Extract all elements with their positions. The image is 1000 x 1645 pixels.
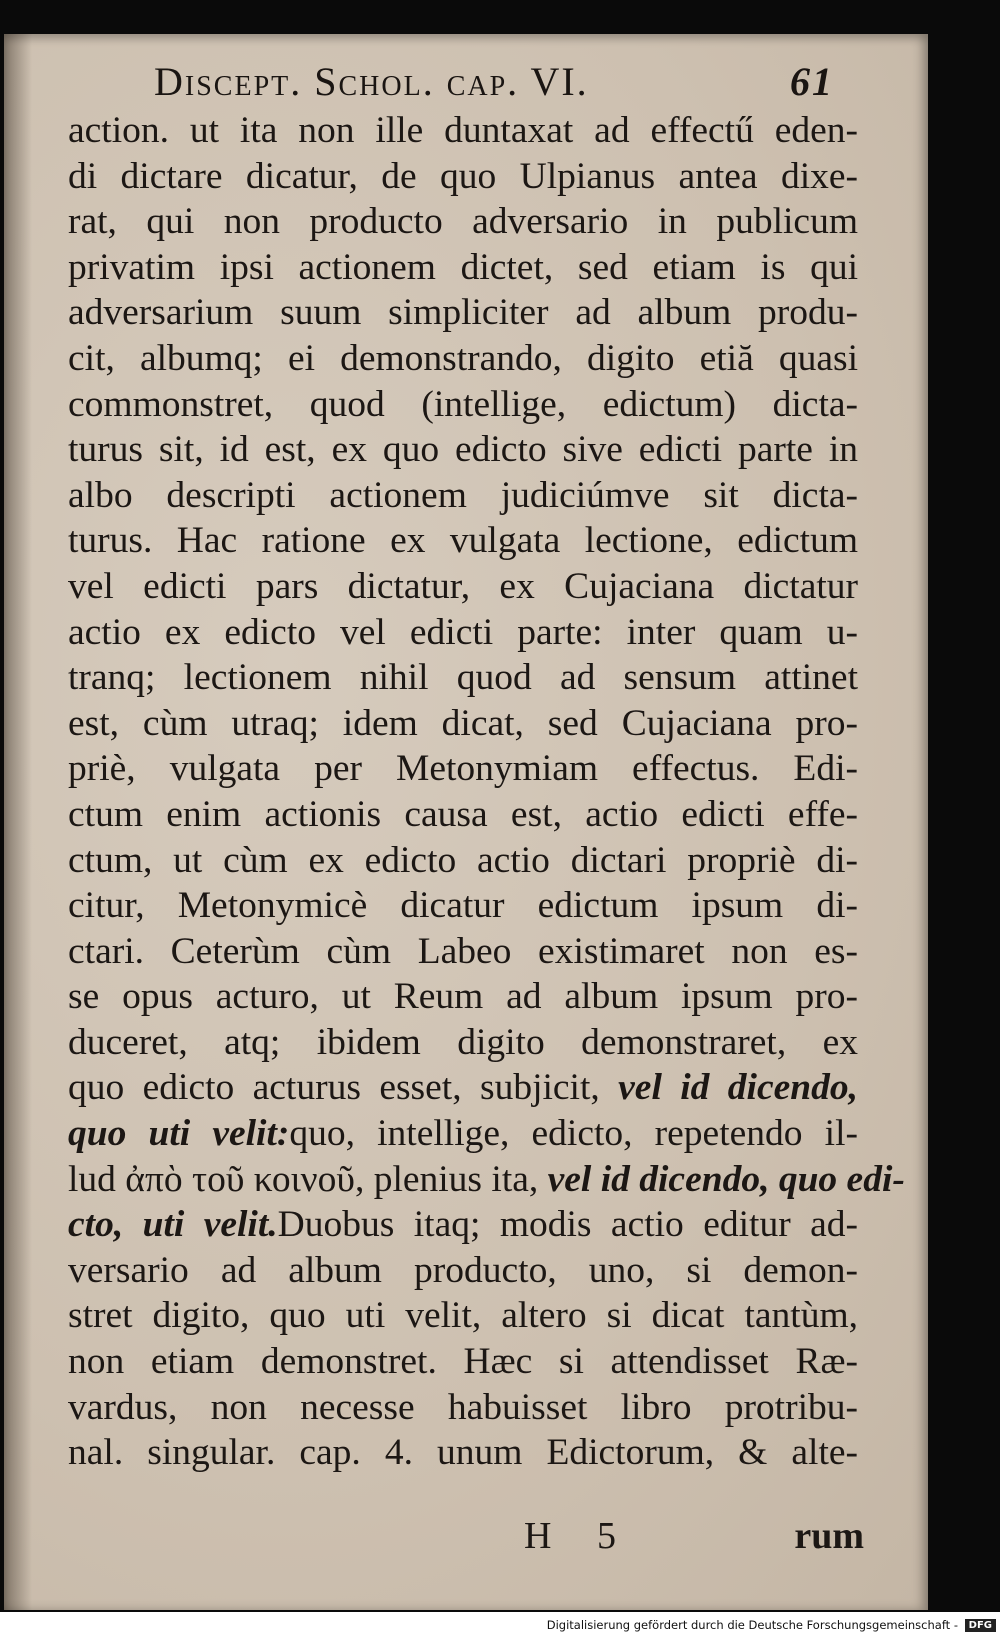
line-text: non etiam demonstret. Hæc si attendisset Ræ- (68, 1341, 858, 1383)
page-number: 61 (790, 59, 834, 104)
text-line (68, 518, 858, 564)
line-text: stret digito, quo uti velit, altero si dicat tantùm, (68, 1295, 858, 1337)
text-line (68, 382, 858, 428)
line-text: turus sit, id est, ex quo edicto sive edicti parte in (68, 429, 858, 471)
text-line (68, 610, 858, 656)
text-line (68, 336, 858, 382)
line-text: vardus, non necesse habuisset libro protribu- (68, 1386, 858, 1428)
signature-mark: H 5 (524, 1515, 634, 1557)
line-text: adversarium suum simpliciter ad album produ- (68, 292, 858, 334)
line-text: versario ad album producto, uno, si demon- (68, 1249, 858, 1291)
text-line (68, 1430, 858, 1476)
line-text: rat, qui non producto adversario in publicum (68, 201, 858, 243)
text-line (68, 1385, 858, 1431)
text-line (68, 199, 858, 245)
book-page (4, 34, 928, 1610)
text-line (68, 1248, 858, 1294)
text-line (68, 473, 858, 519)
text-line (68, 655, 858, 701)
text-line (68, 974, 858, 1020)
line-text: citur, Metonymicè dicatur edictum ipsum di- (68, 885, 858, 927)
line-text: cit, albumq; ei demonstrando, digito etiă quasi (68, 337, 858, 379)
footer-credit: Digitalisierung gefördert durch die Deutsche Forschungsgemeinschaft - (546, 1618, 958, 1632)
text-line (68, 1020, 858, 1066)
text-line (68, 746, 858, 792)
italic-quote: quo uti velit: (68, 1113, 290, 1155)
text-line (68, 1202, 858, 1248)
text-line (68, 838, 858, 884)
line-text: duceret, atq; ibidem digito demonstraret, ex (68, 1021, 858, 1063)
text-line (68, 564, 858, 610)
italic-quote: vel id dicendo, quo edi- (547, 1158, 905, 1200)
line-text: turus. Hac ratione ex vulgata lectione, edictum (68, 520, 858, 562)
line-text: quo, intellige, edicto, repetendo il- (289, 1113, 858, 1155)
text-line (68, 290, 858, 336)
line-text: lud ἀπὸ τοῦ κοινοῦ, plenius ita, (68, 1158, 548, 1200)
line-text: di dictare dicatur, de quo Ulpianus antea dixe- (68, 155, 858, 197)
line-text: est, cùm utraq; idem dicat, sed Cujaciana pro- (68, 702, 858, 744)
line-text: priè, vulgata per Metonymiam effectus. Edi- (68, 748, 858, 790)
gutter-shadow (4, 34, 32, 1610)
line-text: se opus acturo, ut Reum ad album ipsum pro- (68, 976, 858, 1018)
line-text: quo edicto acturus esset, subjicit, (68, 1067, 619, 1109)
line-text: commonstret, quod (intellige, edictum) dicta- (68, 383, 858, 425)
line-text: vel edicti pars dictatur, ex Cujaciana dictatur (68, 565, 858, 607)
text-line (68, 1065, 858, 1111)
dfg-logo: DFG (965, 1619, 996, 1632)
text-line (68, 883, 858, 929)
italic-quote: cto, uti velit. (68, 1204, 278, 1246)
catch-line (524, 1514, 864, 1564)
line-text: action. ut ita non ille duntaxat ad effectű eden- (68, 110, 858, 151)
line-text: nal. singular. cap. 4. unum Edictorum, & alte- (68, 1432, 858, 1474)
running-head (154, 58, 834, 108)
text-line (68, 1293, 858, 1339)
digitization-footer (0, 1618, 996, 1640)
italic-quote: vel id dicendo, (618, 1067, 858, 1109)
line-text: Duobus itaq; modis actio editur ad- (277, 1204, 858, 1246)
body-text (68, 108, 905, 1476)
line-text: actio ex edicto vel edicti parte: inter quam u- (68, 611, 858, 653)
line-text: tranq; lectionem nihil quod ad sensum attinet (68, 657, 858, 699)
text-line (68, 792, 858, 838)
line-text: ctum enim actionis causa est, actio edicti effe- (68, 793, 858, 835)
catchword: rum (794, 1515, 864, 1557)
line-text: privatim ipsi actionem dictet, sed etiam is qui (68, 246, 858, 288)
text-line (68, 1339, 858, 1385)
text-line (68, 929, 858, 975)
text-line (68, 108, 858, 154)
text-line (68, 701, 858, 747)
text-line (68, 1157, 905, 1203)
line-text: albo descripti actionem judiciúmve sit dicta- (68, 474, 858, 516)
running-head-title: Discept. Schol. cap. VI. (154, 59, 589, 104)
text-line (68, 154, 858, 200)
line-text: ctari. Ceterùm cùm Labeo existimaret non es- (68, 930, 858, 972)
text-line (68, 245, 858, 291)
text-line (68, 427, 858, 473)
text-line (68, 1111, 858, 1157)
line-text: ctum, ut cùm ex edicto actio dictari propriè di- (68, 839, 858, 881)
